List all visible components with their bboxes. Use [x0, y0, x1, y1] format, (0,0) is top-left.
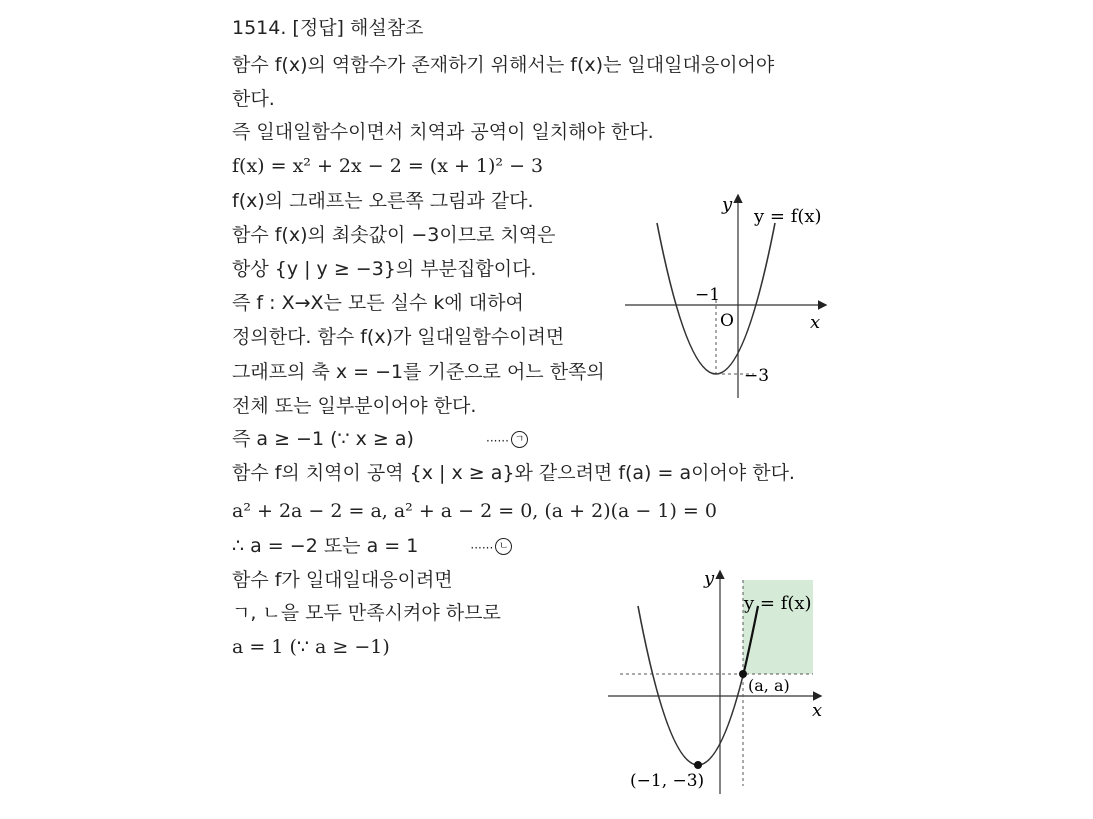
text-line-11: 전체 또는 일부분이어야 한다.: [232, 395, 477, 417]
text-line-5: f(x)의 그래프는 오른쪽 그림과 같다.: [232, 190, 534, 212]
x-axis-label-2: x: [812, 700, 823, 721]
dots-marker-2: ······: [470, 541, 494, 555]
text-line-1: 함수 f(x)의 역함수가 존재하기 위해서는 f(x)는 일대일대응이어야: [232, 54, 775, 76]
dots-marker-1: ······: [486, 434, 509, 448]
origin-label: O: [720, 311, 734, 331]
curve-label-1: y = f(x): [754, 206, 822, 227]
y-axis-label-1: y: [722, 194, 733, 215]
text-line-9: 정의한다. 함수 f(x)가 일대일함수이려면: [232, 326, 565, 348]
text-line-12: 즉 a ≥ −1 (∵ x ≥ a): [232, 428, 414, 450]
text-line-6: 함수 f(x)의 최솟값이 −3이므로 치역은: [232, 224, 556, 246]
vertex-label: (−1, −3): [630, 771, 705, 791]
y-axis-label-2: y: [704, 568, 715, 589]
x-tick-label-1: −1: [695, 285, 721, 305]
parabola-graph-2: [598, 566, 838, 801]
problem-heading: 1514. [정답] 해설참조: [232, 17, 424, 39]
text-line-12-group: [232, 426, 528, 452]
point-a-label: (a, a): [748, 676, 790, 695]
text-line-3: 즉 일대일함수이면서 치역과 공역이 일치해야 한다.: [232, 121, 654, 143]
parabola-curve-2: [638, 606, 758, 765]
point-a-a: [739, 670, 747, 678]
text-line-13: 함수 f의 치역이 공역 {x | x ≥ a}와 같으려면 f(a) = a이어야 한다.: [232, 462, 795, 484]
marker-giyeok: ㄱ: [511, 431, 528, 448]
text-line-10: 그래프의 축 x = −1를 기준으로 어느 한쪽의: [232, 361, 605, 383]
equation-line-4: f(x) = x² + 2x − 2 = (x + 1)² − 3: [232, 155, 544, 177]
text-line-15: ∴ a = −2 또는 a = 1: [232, 535, 419, 557]
x-axis-label-1: x: [810, 312, 821, 333]
text-line-7: 항상 {y | y ≥ −3}의 부분집합이다.: [232, 258, 537, 280]
text-line-16: 함수 f가 일대일대응이려면: [232, 569, 453, 591]
marker-nieun: ㄴ: [495, 538, 512, 555]
vertex-point: [694, 761, 702, 769]
text-line-8: 즉 f : X→X는 모든 실수 k에 대하여: [232, 292, 524, 314]
parabola-graph-1: [620, 188, 835, 403]
text-line-15-group: [232, 533, 512, 559]
y-tick-label-1: −3: [744, 366, 770, 386]
text-line-17: ㄱ, ㄴ을 모두 만족시켜야 하므로: [232, 602, 501, 624]
curve-label-2: y = f(x): [744, 593, 812, 614]
text-line-2: 한다.: [232, 88, 275, 110]
text-line-18: a = 1 (∵ a ≥ −1): [232, 636, 390, 658]
equation-line-14: a² + 2a − 2 = a, a² + a − 2 = 0, (a + 2)(a − 1) = 0: [232, 500, 717, 522]
